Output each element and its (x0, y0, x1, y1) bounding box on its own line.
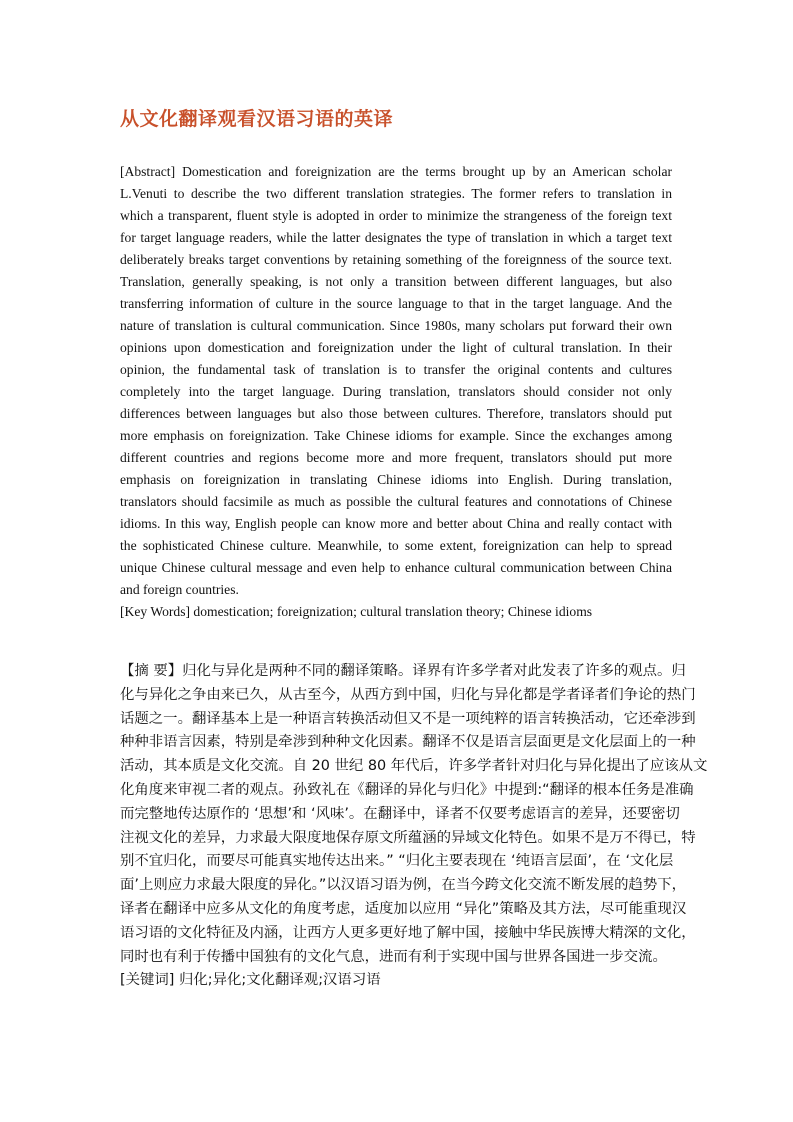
abstract-line: 语习语的文化特征及内涵，让西方人更多更好地了解中国，接触中华民族博大精深的文化， (120, 924, 696, 941)
abstract-line: L.Venuti to describe the two different translation strategies. The former refers to translation in (120, 186, 672, 201)
abstract-line: the sophisticated Chinese culture. Meanwhile, to some extent, foreignization can help to spread (120, 538, 672, 553)
abstract-line: 【摘 要】归化与异化是两种不同的翻译策略。译界有许多学者对此发表了许多的观点。归 (120, 663, 686, 679)
abstract-line: completely into the target language. During translation, translators should consider not only (120, 384, 672, 399)
abstract-line: different countries and regions become more and more frequent, translators should put more (120, 450, 672, 465)
abstract-line: 化与异化之争由来已久，从古至今，从西方到中国，归化与异化都是学者译者们争论的热门 (120, 686, 696, 703)
abstract-line: 译者在翻译中应多从文化的角度考虑，适度加以应用 “异化”策略及其方法，尽可能重现汉 (120, 900, 687, 917)
chinese-abstract (120, 660, 708, 993)
abstract-line: [Abstract] Domestication and foreignization are the terms brought up by an American scholar (120, 164, 672, 179)
keywords-line: [Key Words] domestication; foreignization; cultural translation theory; Chinese idioms (120, 604, 593, 619)
document-title: 从文化翻译观看汉语习语的英译 (120, 108, 394, 130)
keywords-line: [关键词] 归化;异化;文化翻译观;汉语习语 (120, 972, 381, 989)
abstract-line: translators should facsimile as much as possible the cultural features and connotations of Chinese (120, 494, 672, 509)
abstract-line: 注视文化的差异，力求最大限度地保存原文所蕴涵的异域文化特色。如果不是万不得已，特 (120, 829, 696, 846)
abstract-line: 活动，其本质是文化交流。自 20 世纪 80 年代后，许多学者针对归化与异化提出了应该从文 (120, 758, 708, 775)
abstract-line: opinions upon domestication and foreignization under the light of cultural translation. In their (120, 340, 672, 355)
abstract-line: nature of translation is cultural communication. Since 1980s, many scholars put forward their own (120, 318, 672, 333)
abstract-line: unique Chinese cultural message and even help to enhance cultural communication between China (120, 560, 672, 575)
abstract-line: for target language readers, while the latter designates the type of translation in which a target text (120, 230, 672, 245)
abstract-line: which a transparent, fluent style is adopted in order to minimize the strangeness of the foreign text (120, 208, 672, 223)
abstract-line: 种种非语言因素，特别是牵涉到种种文化因素。翻译不仅是语言层面更是文化层面上的一种 (120, 734, 696, 751)
abstract-line: deliberately breaks target conventions by retaining something of the foreignness of the source text. (120, 252, 672, 267)
abstract-line: 同时也有利于传播中国独有的文化气息，进而有利于实现中国与世界各国进一步交流。 (120, 948, 667, 965)
abstract-line: differences between languages but also those between cultures. Therefore, translators should put (120, 406, 672, 421)
abstract-line: 而完整地传达原作的 ‘思想’和 ‘风味’。在翻译中，译者不仅要考虑语言的差异，还要密切 (120, 805, 680, 822)
english-abstract (120, 161, 672, 623)
abstract-line: emphasis on foreignization in translating Chinese idioms into English. During translation, (120, 472, 672, 487)
abstract-line: 化角度来审视二者的观点。孙致礼在《翻译的异化与归化》中提到:“翻译的根本任务是准确 (120, 781, 694, 798)
abstract-line: opinion, the fundamental task of translation is to transfer the original contents and cultures (120, 362, 672, 377)
abstract-line: 面’上则应力求最大限度的异化。”以汉语习语为例，在当今跨文化交流不断发展的趋势下， (120, 877, 687, 894)
abstract-line: more emphasis on foreignization. Take Chinese idioms for example. Since the exchanges among (120, 428, 672, 443)
abstract-line: 别不宜归化，而要尽可能真实地传达出来。” “归化主要表现在 ‘纯语言层面’，在 ‘文化层 (120, 853, 674, 870)
abstract-line: idioms. In this way, English people can know more and better about China and really contact with (120, 516, 672, 531)
abstract-line: transferring information of culture in the source language to that in the target language. And the (120, 296, 672, 311)
abstract-line: Translation, generally speaking, is not only a transition between different languages, but also (120, 274, 672, 289)
abstract-line: 话题之一。翻译基本上是一种语言转换活动但又不是一项纯粹的语言转换活动，它还牵涉到 (120, 710, 696, 727)
abstract-line: and foreign countries. (120, 582, 239, 597)
